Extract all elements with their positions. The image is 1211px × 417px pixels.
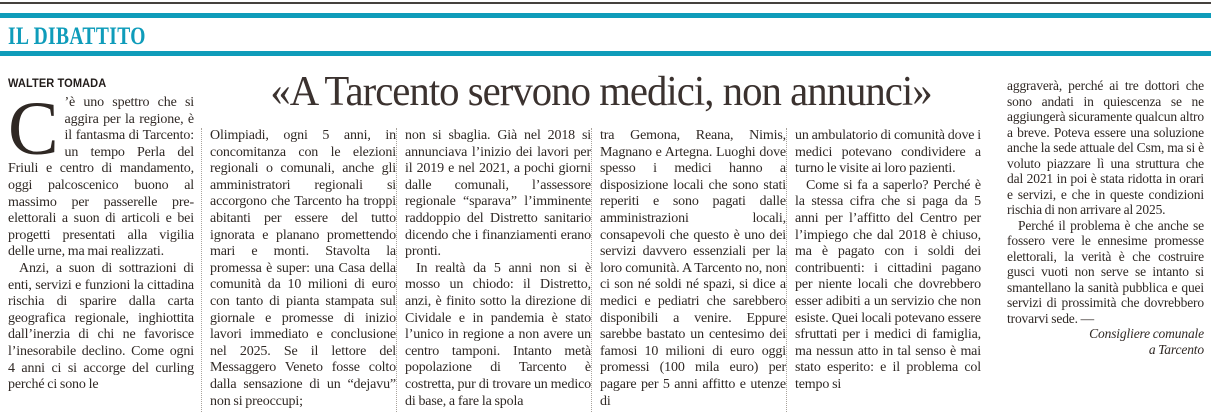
signature-place: a Tarcento xyxy=(1148,341,1204,357)
article-paragraph: non si sbaglia. Già nel 2018 si annunciava l’inizio dei lavori per il 2019 e nel 2021, a pochi giorni dalle comunali, l’assessore regionale “sparava” l’imminente raddoppio del Distretto sanitario dicendo che i finanziamenti erano pronti. xyxy=(405,128,591,260)
drop-cap: C xyxy=(8,87,59,171)
article-paragraph: un ambulatorio di comunità dove i medici potevano condividere a turno le visite ai loro pazienti. xyxy=(795,128,981,177)
article-column-2 xyxy=(210,128,396,410)
signature-role: Consigliere comunale xyxy=(1089,326,1204,341)
article-paragraph: In realtà da 5 anni non si è mosso un chiodo: il Distretto, anzi, è finito sotto la direzione di Cividale e in pandemia è stato l’unico in regione a non avere un centro tamponi. Intanto metà popolazione di Tarcento è costretta, pur di trovare un medico di base, a fare la spola xyxy=(405,260,591,409)
article-paragraph: Perché il problema è che anche se fossero vere le ennesime promesse elettorali, la verità è che costruire gusci vuoti non serve se intanto si smantellano la sanità pubblica e quei servizi di prossimità che dovrebbero trovarvi sede. — xyxy=(1007,217,1204,326)
paragraph-text: ’è uno spettro che si aggira per la regione, è il fantasma di Tarcento: un tempo Perla del Friuli e centro di mandamento, oggi palcoscenico buono al massimo per passerelle pre-elettorali a suon di articoli e bei progetti presentati alla vigilia delle urne, ma mai realizzati. xyxy=(8,95,194,260)
article-column-6 xyxy=(1007,78,1204,357)
column-separator xyxy=(591,128,592,412)
column-separator xyxy=(786,128,787,412)
article-column-5 xyxy=(795,128,981,394)
kicker-bar-top xyxy=(0,13,1211,18)
article-paragraph: Olimpiadi, ogni 5 anni, in concomitanza con le elezioni regionali o comunali, anche gli amministratori regionali si accorgono che Tarcento ha troppi abitanti per essere del tutto ignorata e planano promettendo mari e monti. Stavolta la promessa è super: una Casa della comunità da 10 milioni di euro con tanto di pianta stampata sul giornale e promesse di inizio lavori immediato e conclusione nel 2025. Se il lettore del Messaggero Veneto fosse colto dalla sensazione di un “dejavu” non si preoccupi; xyxy=(210,128,396,409)
section-kicker: IL DIBATTITO xyxy=(8,23,146,50)
article-paragraph: aggraverà, perché ai tre dottori che sono andati in quiescenza se ne aggiungerà sicuramente qualcun altro a breve. Poteva essere una soluzione anche la sede attuale del Csm, ma si è voluto piazzare lì una struttura che dal 2021 in poi è stata ridotta in orari e servizi, e che in queste condizioni rischia di non arrivare al 2025. xyxy=(1007,78,1204,217)
headline: «A Tarcento servono medici, non annunci» xyxy=(270,69,932,115)
article-column-4 xyxy=(600,128,786,410)
article-paragraph xyxy=(8,87,194,261)
article-paragraph: Come si fa a saperlo? Perché è la stessa cifra che si paga da 5 anni per l’affitto del Centro per l’impiego che dal 2018 è chiuso, ma è pagato con i soldi dei contribuenti: i cittadini pagano per niente locali che dovrebbero esser adibiti a un servizio che non esiste. Quei locali potevano essere sfruttati per i medici di famiglia, ma nessun atto in tal senso è mai stato esperito: e il problema col tempo si xyxy=(795,177,981,392)
kicker-bar-bottom xyxy=(0,51,1211,56)
top-rule xyxy=(0,2,1211,4)
article-column-3 xyxy=(405,128,591,410)
article-paragraph: Anzi, a suon di sottrazioni di enti, servizi e funzioni la cittadina rischia di sparire dalla carta geografica regionale, inghiottita dall’inerzia di chi ne favorisce l’inesorabile declino. Come ogni 4 anni ci si accorge del curling perché ci sono le xyxy=(8,260,194,393)
article-paragraph: tra Gemona, Reana, Nimis, Magnano e Artegna. Luoghi dove spesso i medici hanno a disposizione locali che sono stati reperiti e sono pagati dalle amministrazioni locali, consapevoli che questo è uno dei servizi davvero essenziali per la loro comunità. A Tarcento no, non ci son né soldi né spazi, si dice a medici e pediatri che sarebbero disponibili a venire. Eppure sarebbe bastato un centesimo dei famosi 10 milioni di euro oggi promessi (100 mila euro) per pagare per 5 anni affitto e utenze di xyxy=(600,128,786,409)
byline: WALTER TOMADA xyxy=(8,76,107,90)
column-separator xyxy=(201,128,202,412)
article-column-1 xyxy=(8,87,194,394)
column-separator xyxy=(396,128,397,412)
